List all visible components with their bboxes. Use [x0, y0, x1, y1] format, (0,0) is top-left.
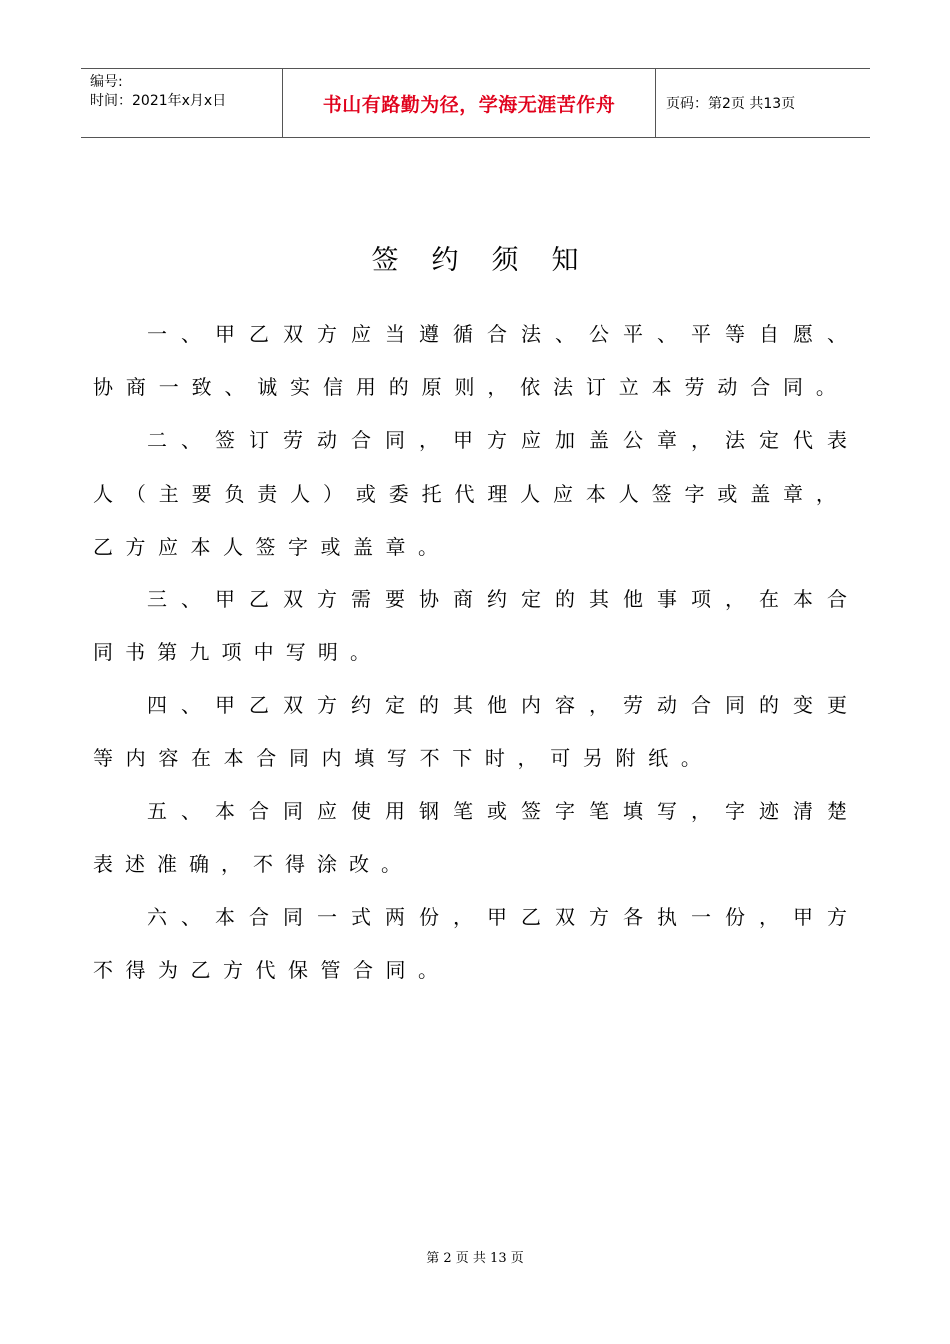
- body-line: 人 （ 主 要 负 责 人 ） 或 委 托 代 理 人 应 本 人 签 字 或 盖 章 ，: [93, 482, 836, 506]
- body-line: 同 书 第 九 项 中 写 明 。: [93, 640, 370, 664]
- header-page-info: 页码：第2页 共13页: [666, 96, 796, 112]
- body-line: 三 、 甲 乙 双 方 需 要 协 商 约 定 的 其 他 事 项 ， 在 本 合: [147, 587, 847, 611]
- body-line: 协 商 一 致 、 诚 实 信 用 的 原 则 ， 依 法 订 立 本 劳 动 合 同 。: [93, 375, 836, 399]
- body-line: 一 、 甲 乙 双 方 应 当 遵 循 合 法 、 公 平 、 平 等 自 愿 、: [147, 322, 847, 346]
- header-meta: [81, 69, 282, 137]
- body-line: 六 、 本 合 同 一 式 两 份 ， 甲 乙 双 方 各 执 一 份 ， 甲 方: [147, 905, 847, 929]
- body-line: 等 内 容 在 本 合 同 内 填 写 不 下 时 ， 可 另 附 纸 。: [93, 746, 701, 770]
- document-time: 时间：2021年x月x日: [90, 93, 227, 109]
- header-motto: 书山有路勤为径，学海无涯苦作舟: [282, 69, 656, 137]
- body-line: 表 述 准 确 ， 不 得 涂 改 。: [93, 852, 401, 876]
- body-line: 四 、 甲 乙 双 方 约 定 的 其 他 内 容 ， 劳 动 合 同 的 变 更: [147, 693, 847, 717]
- body-line: 乙 方 应 本 人 签 字 或 盖 章 。: [93, 535, 438, 559]
- body-line: 不 得 为 乙 方 代 保 管 合 同 。: [93, 958, 438, 982]
- body-line: 二 、 签 订 劳 动 合 同 ， 甲 方 应 加 盖 公 章 ， 法 定 代 表: [147, 428, 847, 452]
- page-title: 签约须知: [371, 245, 612, 276]
- body-line: 五 、 本 合 同 应 使 用 钢 笔 或 签 字 笔 填 写 ， 字 迹 清 楚: [147, 799, 847, 823]
- page-footer: 第 2 页 共 13 页: [426, 1251, 524, 1266]
- document-number-label: 编号:: [90, 74, 123, 90]
- document-header: [81, 68, 870, 138]
